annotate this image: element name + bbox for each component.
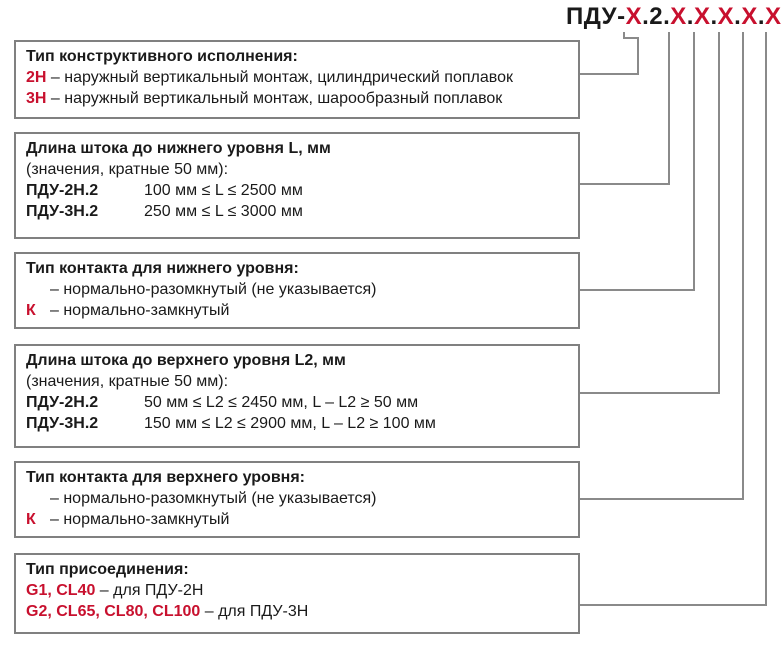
- option-row: [26, 88, 568, 109]
- range-row: [26, 392, 568, 413]
- option-text: – для ПДУ-3Н: [200, 603, 309, 620]
- box-title: Тип присоединения:: [26, 561, 189, 578]
- option-text: – нормально-разомкнутый (не указывается): [50, 281, 377, 298]
- box-rod-length-upper: [14, 344, 580, 448]
- code-part-length-l2: Х: [717, 3, 735, 30]
- box-title: Тип контакта для верхнего уровня:: [26, 469, 305, 486]
- box-title: Тип контакта для нижнего уровня:: [26, 260, 299, 277]
- option-key: G1, CL40: [26, 582, 96, 599]
- code-sep: .2.: [642, 3, 671, 30]
- option-row: [26, 67, 568, 88]
- code-part-type: Х: [625, 3, 643, 30]
- code-part-contact-lower: Х: [693, 3, 711, 30]
- connector-6: [580, 32, 766, 605]
- box-design-type: [14, 40, 580, 119]
- model-label: ПДУ-2Н.2: [26, 182, 99, 199]
- option-row: [26, 509, 568, 530]
- option-key: 3Н: [26, 90, 47, 107]
- model-label: ПДУ-3Н.2: [26, 415, 99, 432]
- model-code-prefix: ПДУ-: [566, 3, 626, 30]
- option-row: [26, 601, 568, 622]
- option-text: – наружный вертикальный монтаж, цилиндрический поплавок: [46, 69, 513, 86]
- model-code: [566, 2, 782, 32]
- connector-1: [580, 32, 638, 74]
- range-row: [26, 413, 568, 434]
- option-text: – для ПДУ-2Н: [95, 582, 204, 599]
- range-text: 50 мм ≤ L2 ≤ 2450 мм, L – L2 ≥ 50 мм: [144, 394, 419, 411]
- option-key: 2Н: [26, 69, 47, 86]
- code-sep: .: [734, 3, 742, 30]
- model-label: ПДУ-3Н.2: [26, 203, 99, 220]
- box-connection-type: [14, 553, 580, 634]
- code-sep: .: [757, 3, 766, 30]
- option-text: – нормально-замкнутый: [50, 511, 230, 528]
- option-row: [26, 580, 568, 601]
- box-note: (значения, кратные 50 мм):: [26, 373, 229, 390]
- code-sep: .: [686, 3, 694, 30]
- option-text: – наружный вертикальный монтаж, шарообразный поплавок: [46, 90, 503, 107]
- connector-4: [580, 32, 719, 393]
- code-part-connection: Х: [765, 3, 782, 30]
- option-text: – нормально-разомкнутый (не указывается): [50, 490, 377, 507]
- box-rod-length-lower: [14, 132, 580, 239]
- option-row: [26, 279, 568, 300]
- code-sep: .: [710, 3, 718, 30]
- option-key: К: [26, 302, 36, 319]
- option-row: [26, 300, 568, 321]
- connector-2: [580, 32, 669, 184]
- range-row: [26, 201, 568, 222]
- box-contact-upper: [14, 461, 580, 538]
- box-title: Тип конструктивного исполнения:: [26, 48, 298, 65]
- model-label: ПДУ-2Н.2: [26, 394, 99, 411]
- box-contact-lower: [14, 252, 580, 329]
- range-text: 100 мм ≤ L ≤ 2500 мм: [144, 182, 303, 199]
- box-note: (значения, кратные 50 мм):: [26, 161, 229, 178]
- code-part-contact-upper: Х: [741, 3, 758, 30]
- option-row: [26, 488, 568, 509]
- option-key: G2, CL65, CL80, CL100: [26, 603, 201, 620]
- range-text: 250 мм ≤ L ≤ 3000 мм: [144, 203, 303, 220]
- option-key: К: [26, 511, 36, 528]
- box-title: Длина штока до нижнего уровня L, мм: [26, 140, 331, 157]
- range-row: [26, 180, 568, 201]
- range-text: 150 мм ≤ L2 ≤ 2900 мм, L – L2 ≥ 100 мм: [144, 415, 436, 432]
- option-text: – нормально-замкнутый: [50, 302, 230, 319]
- box-title: Длина штока до верхнего уровня L2, мм: [26, 352, 346, 369]
- code-part-length-l: Х: [670, 3, 687, 30]
